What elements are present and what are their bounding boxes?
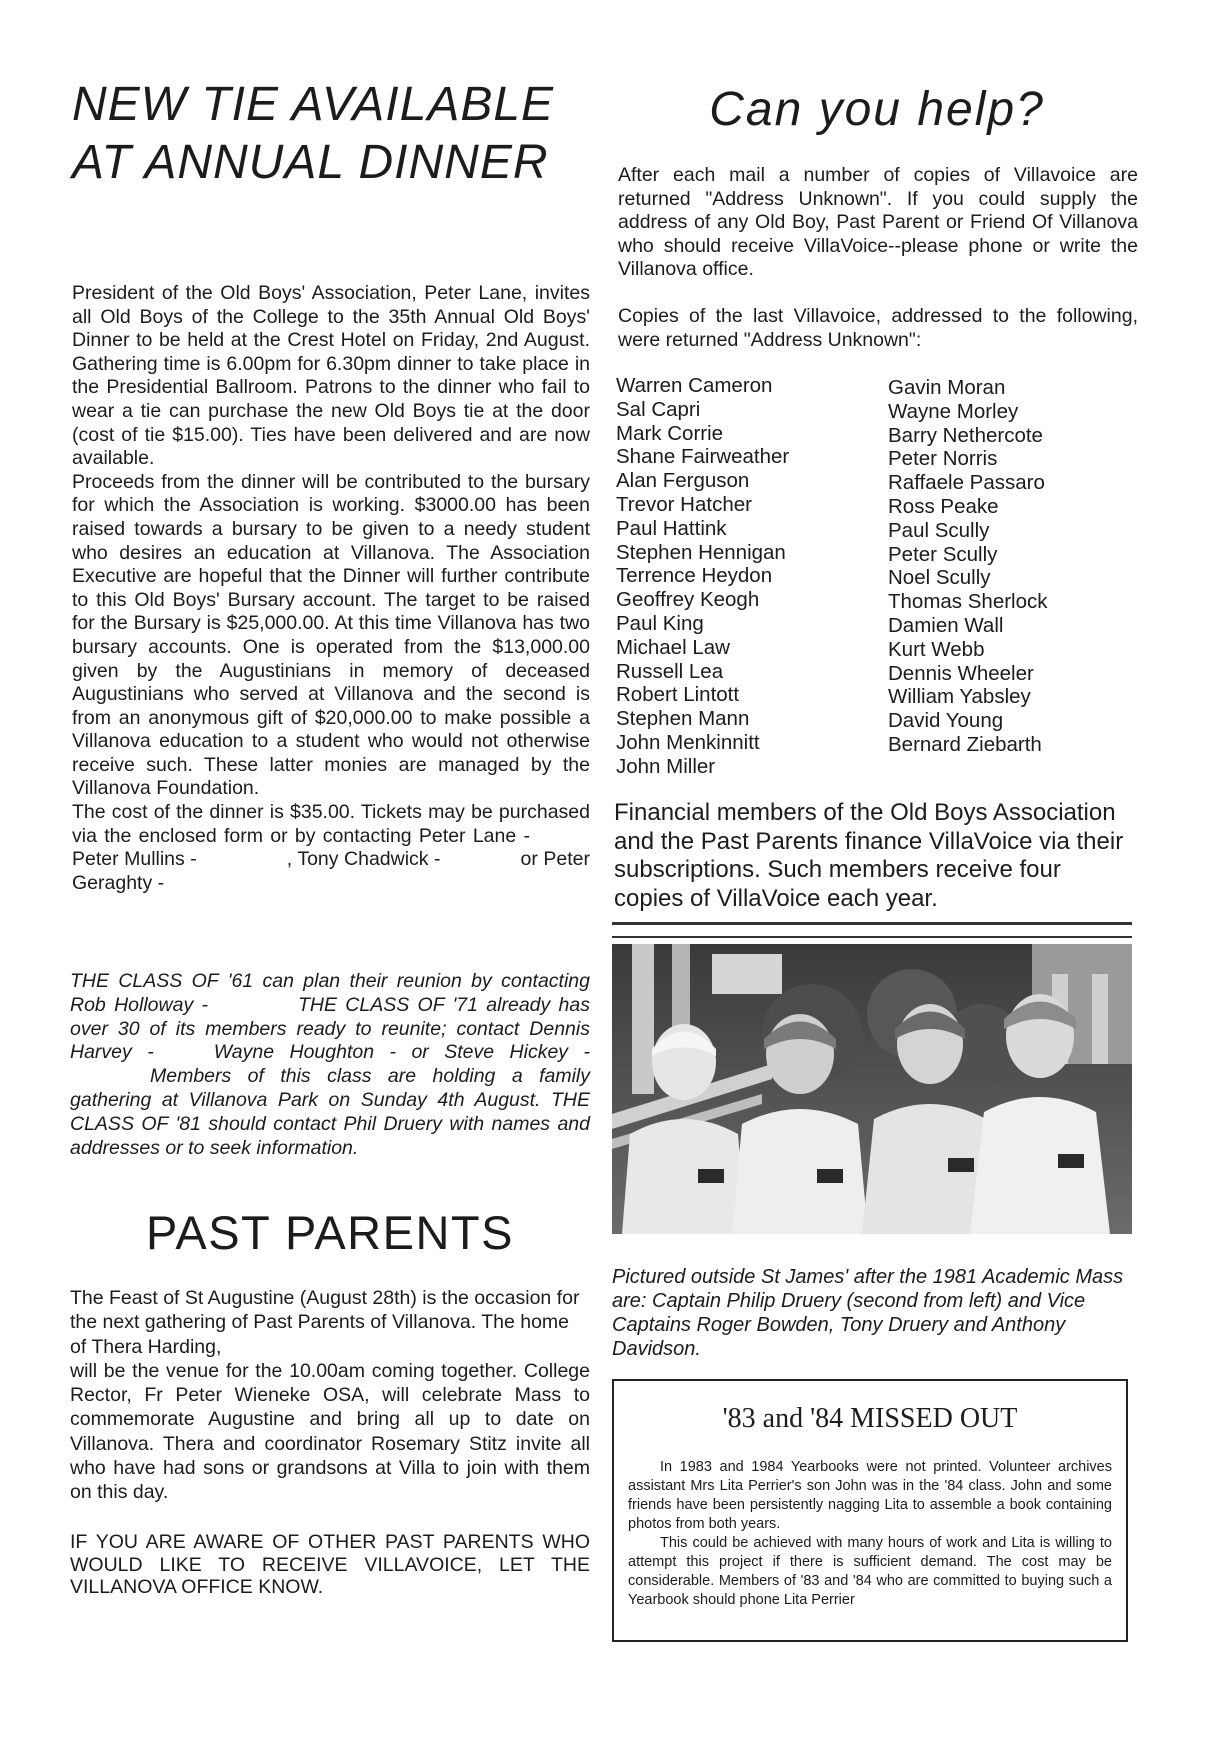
- list-item: Alan Ferguson: [616, 469, 750, 493]
- list-item: Shane Fairweather: [616, 445, 790, 469]
- list-item: Michael Law: [616, 635, 730, 659]
- list-item: Trevor Hatcher: [616, 492, 752, 516]
- list-item: Sal Capri: [616, 397, 701, 421]
- address-unknown-list-left: [616, 374, 876, 779]
- list-item: Ross Peake: [888, 494, 999, 518]
- past-parents-notice: IF YOU ARE AWARE OF OTHER PAST PARENTS WHO WOULD LIKE TO RECEIVE VILLAVOICE, LET THE VILLANOVA OFFICE KNOW.: [70, 1531, 590, 1598]
- list-item: Gavin Moran: [888, 376, 1006, 399]
- list-item: Stephen Mann: [616, 707, 750, 731]
- photo-illustration: [612, 944, 1132, 1234]
- list-item: Raffaele Passaro: [888, 471, 1045, 495]
- can-you-help-title: Can you help?: [709, 83, 1045, 136]
- contact-name: or Peter Geraghty -: [72, 848, 590, 894]
- list-item: Barry Nethercote: [888, 423, 1043, 447]
- missed-out-paragraph: In 1983 and 1984 Yearbooks were not printed. Volunteer archives assistant Mrs Lita Perrier's son John was in the '84 class. John and some friends have been persistently nagging Lita to assemble a book containing photos from both years.: [628, 1459, 1112, 1532]
- list-item: Paul King: [616, 611, 704, 635]
- past-parents-paragraph: The Feast of St Augustine (August 28th) is the occasion for the next gathering of Past Parents of Villanova. The home of Thera Harding,: [70, 1287, 580, 1358]
- reunion-text: THE CLASS OF '61 can plan their reunion by contacting Rob Holloway -: [70, 970, 590, 1016]
- list-item: Damien Wall: [888, 613, 1004, 637]
- list-item: Dennis Wheeler: [888, 661, 1034, 685]
- dinner-cost-text: The cost of the dinner is $35.00. Tickets may be purchased via the enclosed form or by contacting Peter Lane -: [72, 801, 590, 847]
- list-item: Paul Hattink: [616, 516, 727, 540]
- group-photo: [612, 944, 1132, 1234]
- past-parents-paragraph: will be the venue for the 10.00am coming together. College Rector, Fr Peter Wieneke OSA, will celebrate Mass to commemorate Augustine and bring all up to date on Villanova. Thera and coordinator Rosemary Stitz invite all who have had sons or grandsons at Villa to join with them on this day.: [70, 1359, 590, 1504]
- past-parents-title: PAST PARENTS: [146, 1206, 514, 1259]
- help-paragraph: Copies of the last Villavoice, addressed to the following, were returned "Address Unknown":: [618, 305, 1138, 351]
- tie-article-paragraph: [72, 801, 590, 895]
- reunion-text: THE CLASS OF '71 already has over 30 of its members ready to reunite; contact Dennis Harvey -: [70, 993, 591, 1064]
- missed-out-box: [612, 1379, 1128, 1642]
- contact-name: , Tony Chadwick -: [286, 848, 441, 871]
- list-item: Robert Lintott: [616, 683, 740, 707]
- photo-caption: Pictured outside St James' after the 1981 Academic Mass are: Captain Philip Druery (second from left) and Vice Captains Roger Bowden, Tony Druery and Anthony Davidson.: [612, 1266, 1124, 1360]
- missed-out-title: '83 and '84 MISSED OUT: [722, 1403, 1018, 1434]
- tie-article-body: [72, 282, 590, 895]
- reunion-text: Members of this class are holding a family gathering at Villanova Park on Sunday 4th August. THE CLASS OF '81 should contact Phil Druery with names and addresses or to seek information.: [70, 1065, 590, 1159]
- list-item: William Yabsley: [888, 685, 1031, 709]
- list-item: Wayne Morley: [888, 399, 1019, 423]
- reunion-text: Wayne Houghton - or Steve Hickey -: [213, 1041, 590, 1064]
- list-item: Terrence Heydon: [616, 564, 773, 588]
- list-item: Paul Scully: [888, 518, 990, 542]
- contact-name: Peter Mullins -: [72, 848, 197, 871]
- address-unknown-list-right: [888, 376, 1148, 757]
- class-reunions-notice: [70, 970, 590, 1160]
- missed-out-body: [628, 1458, 1112, 1610]
- list-item: Warren Cameron: [616, 374, 773, 397]
- list-item: Peter Scully: [888, 542, 998, 566]
- list-item: John Menkinnitt: [616, 730, 760, 754]
- missed-out-paragraph: This could be achieved with many hours of work and Lita is willing to attempt this project if there is sufficient demand. The cost may be considerable. Members of '83 and '84 who are committed to buying such a Yearbook should phone Lita Perrier: [628, 1535, 1112, 1608]
- list-item: Bernard Ziebarth: [888, 732, 1042, 756]
- help-paragraph: After each mail a number of copies of Villavoice are returned "Address Unknown". If you could supply the address of any Old Boy, Past Parent or Friend Of Villanova who should receive VillaVoice--please phone or write the Villanova office.: [618, 164, 1138, 281]
- section-divider: [612, 922, 1132, 938]
- list-item: Stephen Hennigan: [616, 540, 786, 564]
- tie-article-paragraph: President of the Old Boys' Association, Peter Lane, invites all Old Boys of the College to the 35th Annual Old Boys' Dinner to be held at the Crest Hotel on Friday, 2nd August. Gathering time is 6.00pm for 6.30pm dinner to take place in the Presidential Ballroom. Patrons to the dinner who fail to wear a tie can purchase the new Old Boys tie at the door (cost of tie $15.00). Ties have been delivered and are now available.: [72, 282, 590, 470]
- past-parents-body: [70, 1286, 590, 1505]
- list-item: Thomas Sherlock: [888, 590, 1048, 614]
- financial-members-notice: Financial members of the Old Boys Association and the Past Parents finance VillaVoice via their subscriptions. Such members receive four copies of VillaVoice each year.: [614, 799, 1124, 912]
- list-item: Noel Scully: [888, 566, 991, 590]
- list-item: Geoffrey Keogh: [616, 588, 760, 612]
- tie-article-title: NEW TIE AVAILABLE AT ANNUAL DINNER: [72, 78, 555, 189]
- list-item: Mark Corrie: [616, 421, 724, 445]
- tie-article-paragraph: Proceeds from the dinner will be contributed to the bursary for which the Association is working. $3000.00 has been raised towards a bursary to be given to a needy student who desires an education at Villanova. The Association Executive are hopeful that the Dinner will further contribute to this Old Boys' Bursary account. The target to be raised for the Bursary is $25,000.00. At this time Villanova has two bursary accounts. One is operated from the $13,000.00 given by the Augustinians in memory of deceased Augustinians who served at Villanova and the second is from an anonymous gift of $20,000.00 to make possible a Villanova education to a student who would not otherwise receive such. These latter monies are managed by the Villanova Foundation.: [72, 470, 590, 800]
- list-item: John Miller: [616, 754, 716, 778]
- list-item: Peter Norris: [888, 447, 998, 471]
- list-item: David Young: [888, 709, 1004, 733]
- list-item: Russell Lea: [616, 659, 724, 683]
- list-item: Kurt Webb: [888, 637, 985, 661]
